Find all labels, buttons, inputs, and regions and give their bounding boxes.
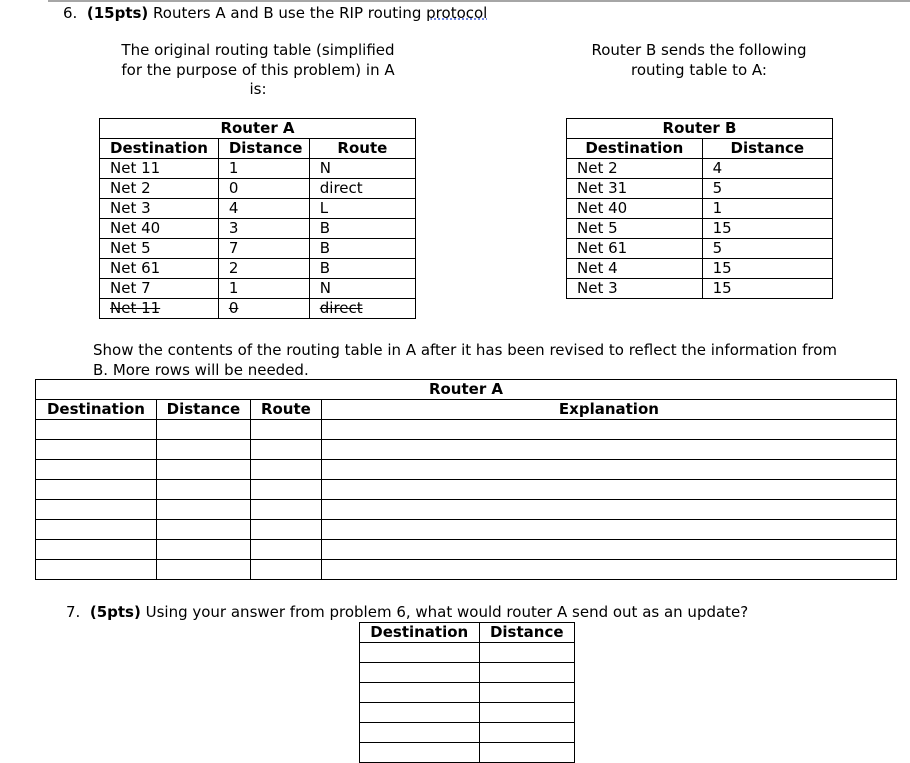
question-6-underlined-word: protocol xyxy=(426,4,488,22)
original-table-description: The original routing table (simplified for the purpose of this problem) in A is: xyxy=(121,41,395,98)
table-row: Net 40 1 xyxy=(567,199,833,219)
answer-row[interactable] xyxy=(36,420,897,440)
column-header: Destination xyxy=(360,623,480,643)
column-header: Distance xyxy=(156,400,250,420)
column-header: Explanation xyxy=(321,400,896,420)
table-row-struck: Net 11 0 direct xyxy=(100,299,416,319)
answer-row[interactable] xyxy=(360,743,575,763)
router-a-original-table xyxy=(99,118,416,319)
top-rule xyxy=(48,0,910,2)
table-row: Net 31 5 xyxy=(567,179,833,199)
table-row: Net 40 3 B xyxy=(100,219,416,239)
question-6-text: Routers A and B use the RIP routing xyxy=(148,4,427,22)
update-header-row xyxy=(360,623,575,643)
answer-row[interactable] xyxy=(360,723,575,743)
table-row: Net 61 5 xyxy=(567,239,833,259)
router-b-header-row xyxy=(567,139,833,159)
update-table xyxy=(359,622,575,763)
question-7-points: (5pts) xyxy=(89,603,141,621)
answer-row[interactable] xyxy=(36,560,897,580)
router-b-table-title: Router B xyxy=(567,119,833,139)
answer-row[interactable] xyxy=(36,500,897,520)
column-header: Distance xyxy=(218,139,309,159)
question-7-text: Using your answer from problem 6, what would router A send out as an update? xyxy=(140,603,749,621)
table-row: Net 3 15 xyxy=(567,279,833,299)
revised-routing-table xyxy=(35,379,897,580)
router-a-table-title: Router A xyxy=(100,119,416,139)
answer-row[interactable] xyxy=(360,663,575,683)
answer-row[interactable] xyxy=(360,643,575,663)
table-row: Net 61 2 B xyxy=(100,259,416,279)
question-6-points: (15pts) xyxy=(86,4,149,22)
question-7-number: 7. xyxy=(66,603,81,621)
table-row: Net 5 7 B xyxy=(100,239,416,259)
column-header: Route xyxy=(309,139,415,159)
revision-instruction: Show the contents of the routing table in A after it has been revised to reflect the information from B. More rows will be needed. xyxy=(93,341,837,379)
answer-row[interactable] xyxy=(360,703,575,723)
table-row: Net 2 4 xyxy=(567,159,833,179)
column-header: Distance xyxy=(479,623,575,643)
table-row: Net 4 15 xyxy=(567,259,833,279)
answer-row[interactable] xyxy=(36,540,897,560)
answer-row[interactable] xyxy=(36,480,897,500)
table-row: Net 2 0 direct xyxy=(100,179,416,199)
column-header: Distance xyxy=(702,139,832,159)
answer-row[interactable] xyxy=(36,520,897,540)
question-6-heading xyxy=(63,4,487,24)
question-6-number: 6. xyxy=(63,4,78,22)
answer-row[interactable] xyxy=(36,440,897,460)
answer-row[interactable] xyxy=(360,683,575,703)
revised-header-row xyxy=(36,400,897,420)
column-header: Destination xyxy=(36,400,157,420)
column-header: Destination xyxy=(567,139,703,159)
table-row: Net 5 15 xyxy=(567,219,833,239)
router-a-header-row xyxy=(100,139,416,159)
answer-row[interactable] xyxy=(36,460,897,480)
question-7-heading xyxy=(66,603,748,623)
router-b-description: Router B sends the following routing table to A: xyxy=(591,41,807,79)
table-row: Net 11 1 N xyxy=(100,159,416,179)
table-row: Net 3 4 L xyxy=(100,199,416,219)
revised-table-title: Router A xyxy=(36,380,897,400)
router-b-table xyxy=(566,118,833,299)
column-header: Destination xyxy=(100,139,219,159)
table-row: Net 7 1 N xyxy=(100,279,416,299)
column-header: Route xyxy=(250,400,321,420)
